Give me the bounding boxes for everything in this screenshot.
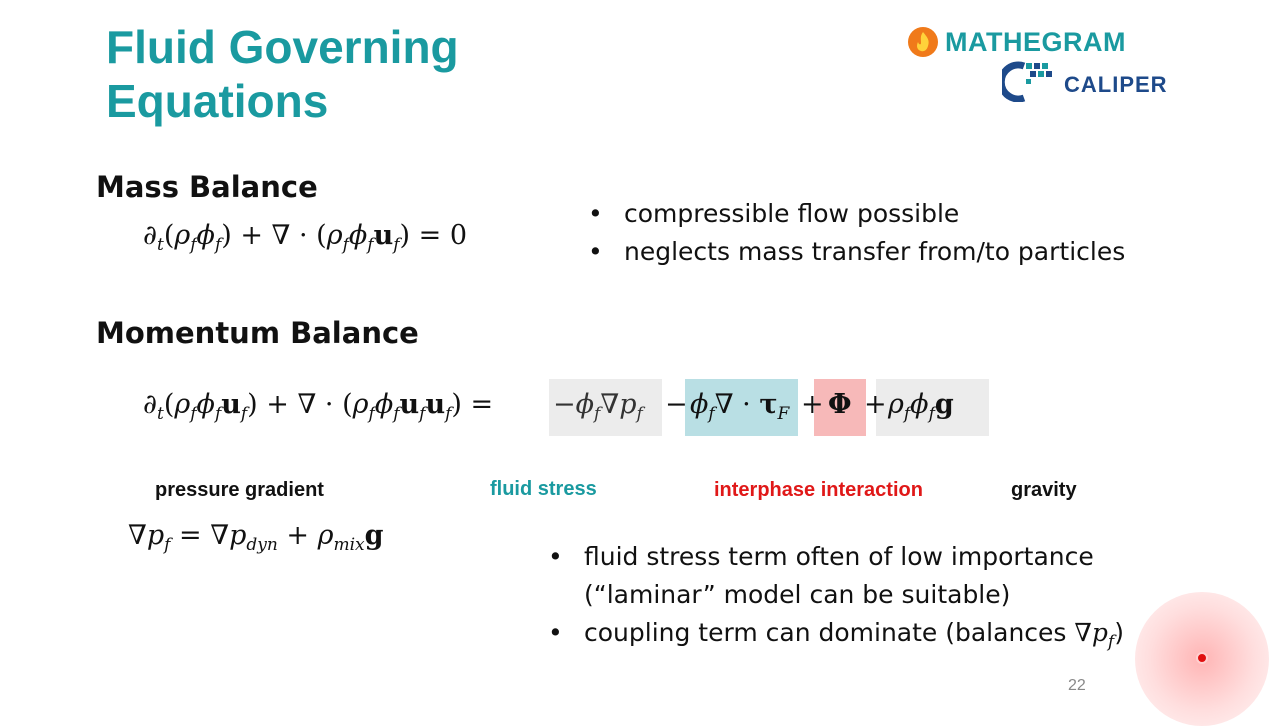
inline-math: $\nabla p_f$	[1074, 618, 1115, 652]
flame-icon	[907, 26, 939, 58]
fluid-stress-label: fluid stress	[490, 478, 597, 500]
note-text: coupling term can dominate (balances	[584, 618, 1075, 647]
list-item: • compressible flow possible	[588, 195, 1125, 233]
slide-title	[106, 20, 459, 128]
gravity-term: $\rho_f\phi_fg$	[888, 389, 954, 424]
caliper-emblem-icon	[1002, 60, 1060, 102]
mass-balance-equation: $\partial_t(\rho_f\phi_f)$ + ∇ · $(\rho_f\phi_fu_f) = 0$	[143, 220, 468, 255]
plus-operator: +	[864, 389, 887, 420]
note-line: (“laminar” model can be suitable)	[584, 580, 1011, 609]
mass-balance-notes	[588, 195, 1125, 271]
caliper-logo	[1002, 60, 1168, 102]
momentum-balance-heading: Momentum Balance	[96, 316, 419, 350]
cursor-pointer-icon	[1196, 652, 1208, 664]
mathegram-wordmark: MATHEGRAM	[945, 26, 1126, 57]
list-item	[548, 538, 1124, 614]
momentum-balance-lhs: $\partial_t(\rho_f\phi_fu_f)$ + ∇ · $(\rho_f\phi_fu_fu_f)$ =	[143, 389, 494, 424]
fluid-stress-term: $\phi_f\nabla \cdot \tau_F$	[690, 389, 790, 424]
interphase-interaction-label: interphase interaction	[714, 479, 923, 501]
closing-paren: )	[1114, 618, 1124, 647]
bullet-marker: •	[548, 618, 563, 647]
minus-operator: −	[665, 389, 688, 420]
pressure-decomposition-equation: $\nabla p_f = \nabla p_{dyn} + \rho_{mix}g$	[128, 520, 384, 555]
interphase-interaction-term: Φ	[828, 389, 852, 420]
list-item	[548, 614, 1124, 652]
caliper-wordmark: CALIPER	[1064, 72, 1168, 97]
pressure-gradient-label: pressure gradient	[155, 479, 324, 501]
list-item: • neglects mass transfer from/to particles	[588, 233, 1125, 271]
slide-title-line1: Fluid Governing	[106, 21, 459, 73]
slide-title-line2: Equations	[106, 75, 329, 127]
bullet-marker: •	[548, 542, 563, 571]
page-number: 22	[1068, 677, 1086, 694]
plus-operator: +	[801, 389, 824, 420]
pressure-gradient-term: $-\phi_f\nabla p_f$	[553, 389, 643, 424]
mass-balance-heading: Mass Balance	[96, 170, 318, 204]
momentum-notes	[548, 538, 1124, 652]
gravity-label: gravity	[1011, 479, 1077, 501]
note-line: fluid stress term often of low importance	[584, 542, 1094, 571]
mathegram-logo	[907, 26, 1126, 58]
